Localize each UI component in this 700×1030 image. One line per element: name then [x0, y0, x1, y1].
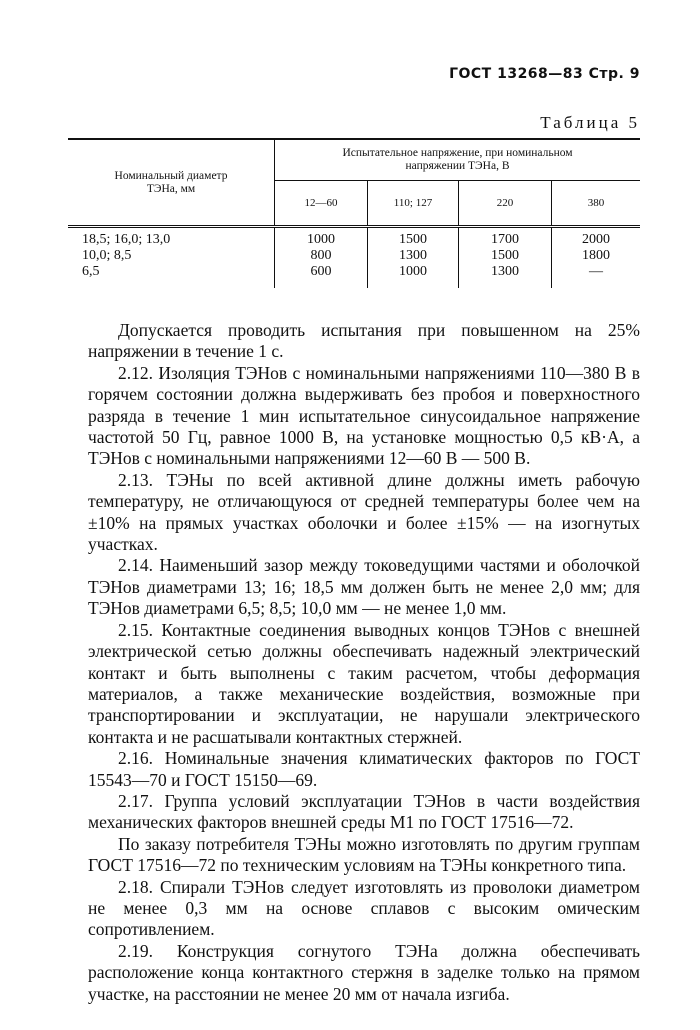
paragraph-2-17: 2.17. Группа условий эксплуатации ТЭНов в части воздействия механических факторов внешней среды М1 по ГОСТ 17516—72. — [88, 790, 640, 833]
table-cell: 1800 — [582, 248, 610, 263]
paragraph-2-15: 2.15. Контактные соединения выводных концов ТЭНов с внешней электрической сетью должны обеспечивать надежный электрический контакт и быть выполнены с таким расчетом, чтобы деформация материалов, а также механические воздействия, возможные при транспортировании и эксплуатации, не нарушали электрического контакта и не расшатывали контактных стержней. — [88, 619, 640, 747]
table-5 — [68, 138, 640, 288]
diameter-value: 6,5 — [82, 264, 100, 279]
diameter-header-line1: Номинальный диаметр — [114, 169, 228, 182]
table-cell: 1700 — [491, 232, 519, 247]
table-cell: 800 — [310, 248, 332, 263]
paragraph-2-12: 2.12. Изоляция ТЭНов с номинальными напряжениями 110—380 В в горячем состоянии должна выдерживать без пробоя и поверхностного разряда в течение 1 мин испытательное синусоидальное напряжение частотой 50 Гц, равное 1000 В, на установке мощностью 0,5 кВ·А, а ТЭНов с номинальными напряжениями 12—60 В — 500 В. — [88, 362, 640, 469]
voltage-span-header — [275, 139, 641, 181]
paragraph-2-14: 2.14. Наименьший зазор между токоведущими частями и оболочкой ТЭНов диаметрами 13; 16; 18,5 мм должен быть не менее 2,0 мм; для ТЭНов диаметрами 6,5; 8,5; 10,0 мм — не менее 1,0 мм. — [88, 555, 640, 619]
table-cell: 1000 — [307, 232, 335, 247]
paragraph-2-19: 2.19. Конструкция согнутого ТЭНа должна обеспечивать расположение конца контактного стержня в заделке только на прямом участке, на расстоянии не менее 20 мм от начала изгиба. — [88, 940, 640, 1004]
diameter-header-line2: ТЭНа, мм — [146, 182, 196, 195]
table-caption: Таблица 5 — [540, 113, 640, 132]
voltage-header: 12—60 — [275, 181, 368, 227]
table-cell: 1500 — [399, 232, 427, 247]
paragraph-2-13: 2.13. ТЭНы по всей активной длине должны иметь рабочую температуру, не отличающуюся от средней температуры более чем на ±10% на прямых участках оболочки и более ±15% — на изогнутых участках. — [88, 469, 640, 555]
voltage-column-12-60 — [275, 227, 368, 289]
diameter-header — [68, 139, 275, 227]
table-cell: 1300 — [399, 248, 427, 263]
table-cell: 1500 — [491, 248, 519, 263]
voltage-span-header-line2: напряжении ТЭНа, В — [405, 160, 510, 172]
table-cell: 1000 — [399, 264, 427, 279]
voltage-column-380 — [552, 227, 641, 289]
voltage-column-110-127 — [368, 227, 459, 289]
table-cell: 2000 — [582, 232, 610, 247]
paragraph-note: Допускается проводить испытания при повышенном на 25% напряжении в течение 1 с. — [88, 320, 640, 362]
voltage-header: 220 — [459, 181, 552, 227]
body-text — [88, 320, 640, 1005]
paragraph-2-16: 2.16. Номинальные значения климатических факторов по ГОСТ 15543—70 и ГОСТ 15150—69. — [88, 748, 640, 790]
table-cell: — — [589, 264, 603, 279]
voltage-column-220 — [459, 227, 552, 289]
table-cell: 600 — [310, 264, 332, 279]
diameter-cell — [68, 227, 275, 289]
paragraph-2-18: 2.18. Спирали ТЭНов следует изготовлять из проволоки диаметром не менее 0,3 мм на основе сплавов с высоким омическим сопротивлением. — [88, 876, 640, 940]
table-body-row — [68, 227, 640, 289]
voltage-span-header-line1: Испытательное напряжение, при номинальном — [342, 147, 573, 159]
diameter-value: 18,5; 16,0; 13,0 — [82, 232, 171, 247]
voltage-header: 110; 127 — [368, 181, 459, 227]
voltage-header: 380 — [552, 181, 641, 227]
page-header: ГОСТ 13268—83 Стр. 9 — [449, 66, 640, 82]
paragraph-order-note: По заказу потребителя ТЭНы можно изготовлять по другим группам ГОСТ 17516—72 по техническим условиям на ТЭНы конкретного типа. — [88, 833, 640, 876]
table-cell: 1300 — [491, 264, 519, 279]
table-header-row — [68, 139, 640, 181]
diameter-value: 10,0; 8,5 — [82, 248, 132, 263]
